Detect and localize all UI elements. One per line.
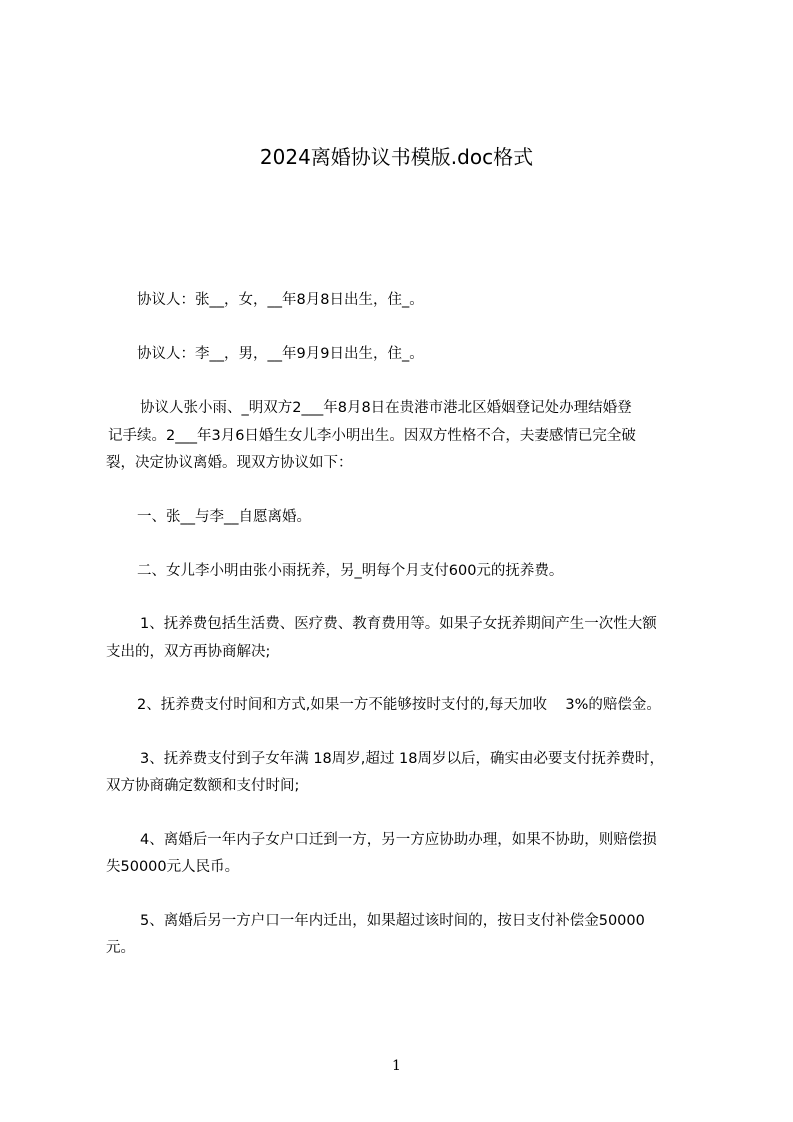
paragraph-party-zhang: 协议人：张__，女，__年8月8日出生，住_。 xyxy=(137,292,424,308)
paragraph-marriage-line-1: 协议人张小雨、_明双方2___年8月8日在贵港市港北区婚姻登记处办理结婚登 xyxy=(140,400,632,416)
subclause-2: 2、抚养费支付时间和方式,如果一方不能够按时支付的,每天加收 3%的赔偿金。 xyxy=(137,697,661,713)
subclause-1-line-1: 1、抚养费包括生活费、医疗费、教育费用等。如果子女抚养期间产生一次性大额 xyxy=(140,616,657,632)
paragraph-party-li: 协议人：李__，男，__年9月9日出生，住_。 xyxy=(137,346,424,362)
page-number: 1 xyxy=(392,1058,401,1074)
subclause-1-line-2: 支出的，双方再协商解决; xyxy=(106,644,271,660)
paragraph-marriage-line-2: 记手续。2___年3月6日婚生女儿李小明出生。因双方性格不合，夫妻感情已完全破 xyxy=(108,428,636,444)
subclause-3-line-2: 双方协商确定数额和支付时间; xyxy=(106,778,300,794)
subclause-3-line-1: 3、抚养费支付到子女年满 18周岁,超过 18周岁以后，确实由必要支付抚养费时， xyxy=(140,751,664,767)
clause-two: 二、女儿李小明由张小雨抚养，另_明每个月支付600元的抚养费。 xyxy=(137,563,564,579)
subclause-4-line-2: 失50000元人民币。 xyxy=(106,859,240,875)
document-title: 2024离婚协议书模版.doc格式 xyxy=(259,145,534,169)
subclause-5-line-2: 元。 xyxy=(106,940,135,956)
clause-one: 一、张__与李__自愿离婚。 xyxy=(137,509,311,525)
subclause-5-line-1: 5、离婚后另一方户口一年内迁出，如果超过该时间的，按日支付补偿金50000 xyxy=(140,913,645,929)
paragraph-marriage-line-3: 裂，决定协议离婚。现双方协议如下： xyxy=(106,455,353,471)
subclause-4-line-1: 4、离婚后一年内子女户口迁到一方，另一方应协助办理，如果不协助，则赔偿损 xyxy=(140,832,657,848)
